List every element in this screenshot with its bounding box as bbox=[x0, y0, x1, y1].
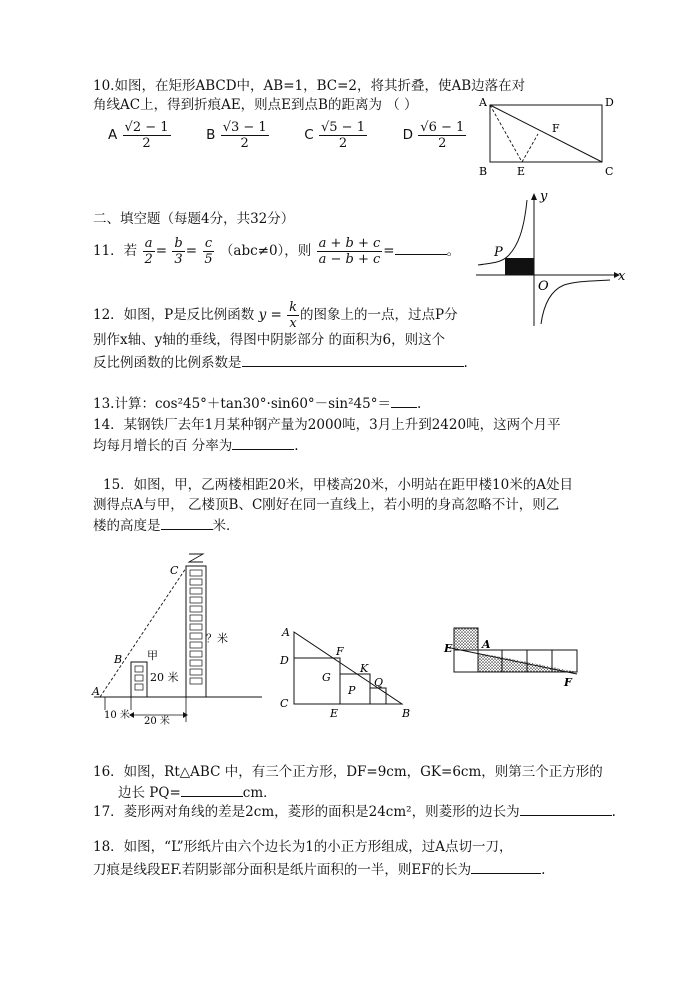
q17-answer-blank[interactable] bbox=[520, 802, 612, 816]
q14-answer-blank[interactable] bbox=[232, 436, 294, 450]
section2-heading: 二、填空题（每题4分，共32分） bbox=[93, 211, 295, 227]
q10-line2: 角线AC上，得到折痕AE，则点E到点B的距离为 （ ） bbox=[93, 97, 418, 113]
q10-label-a: A bbox=[479, 96, 487, 109]
q10-label-c: C bbox=[605, 165, 614, 178]
q15-label-h20: 20 米 bbox=[150, 671, 179, 684]
q16-label-q: Q bbox=[374, 676, 384, 689]
q10-label-d: D bbox=[605, 96, 614, 109]
q16-label-f: F bbox=[336, 645, 344, 658]
q16-label-p: P bbox=[348, 684, 356, 697]
q14-line2: 均每月增长的百 分率为 . bbox=[93, 438, 299, 454]
q16-squares-figure bbox=[278, 624, 418, 724]
q10-line1: 10.如图，在矩形ABCD中，AB=1，BC=2，将其折叠，使AB边落在对 bbox=[93, 78, 526, 94]
q12-line1: 12．如图，P是反比例函数 y = $\frac{k}{x}$ 的图象上的一点，过点P分 bbox=[93, 300, 458, 331]
q15-label-c: C bbox=[170, 564, 179, 577]
q10-options bbox=[108, 120, 467, 151]
q17: 17．菱形两对角线的差是2cm，菱形的面积是24cm²，则菱形的边长为 . bbox=[93, 804, 616, 820]
q12-hyperbola-figure bbox=[472, 190, 632, 330]
q16-label-b: B bbox=[402, 707, 411, 720]
q10-label-e: E bbox=[517, 165, 526, 178]
q12-line3: 反比例函数的比例系数是 . bbox=[93, 355, 468, 371]
q16-label-d: D bbox=[280, 654, 289, 667]
q18-label-f: F bbox=[564, 676, 572, 689]
q15-label-b: B bbox=[114, 653, 123, 666]
q16-label-k: K bbox=[360, 662, 369, 675]
q15-label-d10: 10 米 bbox=[104, 710, 130, 721]
q16-label-e: E bbox=[330, 707, 339, 720]
q18-label-a: A bbox=[482, 638, 491, 651]
q16-line2: 边长 PQ= cm． bbox=[118, 785, 277, 801]
q11-answer-blank[interactable] bbox=[395, 241, 447, 255]
q15-label-unknown: ？米 bbox=[206, 632, 228, 645]
q18-answer-blank[interactable] bbox=[471, 860, 541, 874]
q10-label-b: B bbox=[479, 165, 488, 178]
q18-line1: 18．如图，“L”形纸片由六个边长为1的小正方形组成，过A点切一刀， bbox=[93, 839, 513, 855]
q12-answer-blank[interactable] bbox=[242, 353, 464, 367]
q16-label-g: G bbox=[322, 671, 331, 684]
q12-label-y: y bbox=[540, 189, 548, 204]
q15-line3: 楼的高度是 米． bbox=[93, 518, 240, 534]
q15-line2: 测得点A与甲， 乙楼顶B、C刚好在同一直线上，若小明的身高忽略不计，则乙 bbox=[93, 497, 560, 513]
q16-label-a: A bbox=[282, 626, 290, 639]
q10-option-c[interactable]: C $\frac{√5 - 1}{2}$ bbox=[304, 120, 365, 151]
q13-answer-blank[interactable] bbox=[391, 394, 417, 408]
q11: 11．若 $\frac{a}{2}$ = $\frac{b}{3}$ = $\frac{c}{5}$ （abc≠0），则 $\frac{a + b + c}{a - b + c}$ = 。 bbox=[93, 236, 461, 267]
q16-answer-blank[interactable] bbox=[181, 783, 243, 797]
q10-option-d[interactable]: D $\frac{√6 - 1}{2}$ bbox=[402, 120, 465, 151]
q15-line1: 15．如图，甲，乙两楼相距20米，甲楼高20米，小明站在距甲楼10米的A处目 bbox=[103, 477, 573, 493]
q18-l-shape-figure bbox=[440, 622, 590, 692]
q16-label-c: C bbox=[280, 697, 289, 710]
q10-label-f: F bbox=[552, 122, 560, 135]
q12-label-p: P bbox=[494, 245, 503, 260]
q13: 13.计算：cos²45°＋tan30°·sin60°－sin²45°＝ . bbox=[93, 396, 422, 412]
q15-answer-blank[interactable] bbox=[161, 516, 213, 530]
q12-label-o: O bbox=[538, 279, 549, 294]
q15-label-a: A bbox=[92, 685, 100, 698]
q16-line1: 16．如图，Rt△ABC 中，有三个正方形，DF=9cm，GK=6cm，则第三个正方形的 bbox=[93, 764, 603, 780]
q10-rectangle-figure bbox=[476, 92, 626, 182]
q12-label-x: x bbox=[618, 269, 626, 284]
q15-label-d20: 20 米 bbox=[144, 716, 170, 727]
q12-line2: 别作x轴、y轴的垂线，得图中阴影部分 的面积为6，则这个 bbox=[93, 332, 446, 348]
q15-buildings-figure bbox=[86, 552, 266, 732]
q18-label-e: E bbox=[444, 642, 453, 655]
q10-option-a[interactable]: A $\frac{√2 - 1}{2}$ bbox=[108, 120, 169, 151]
q10-option-b[interactable]: B $\frac{√3 - 1}{2}$ bbox=[206, 120, 267, 151]
q14-line1: 14．某钢铁厂去年1月某种钢产量为2000吨，3月上升到2420吨，这两个月平 bbox=[93, 417, 561, 433]
q18-line2: 刀痕是线段EF.若阴影部分面积是纸片面积的一半，则EF的长为 . bbox=[93, 862, 546, 878]
q15-label-jia: 甲 bbox=[147, 649, 158, 662]
